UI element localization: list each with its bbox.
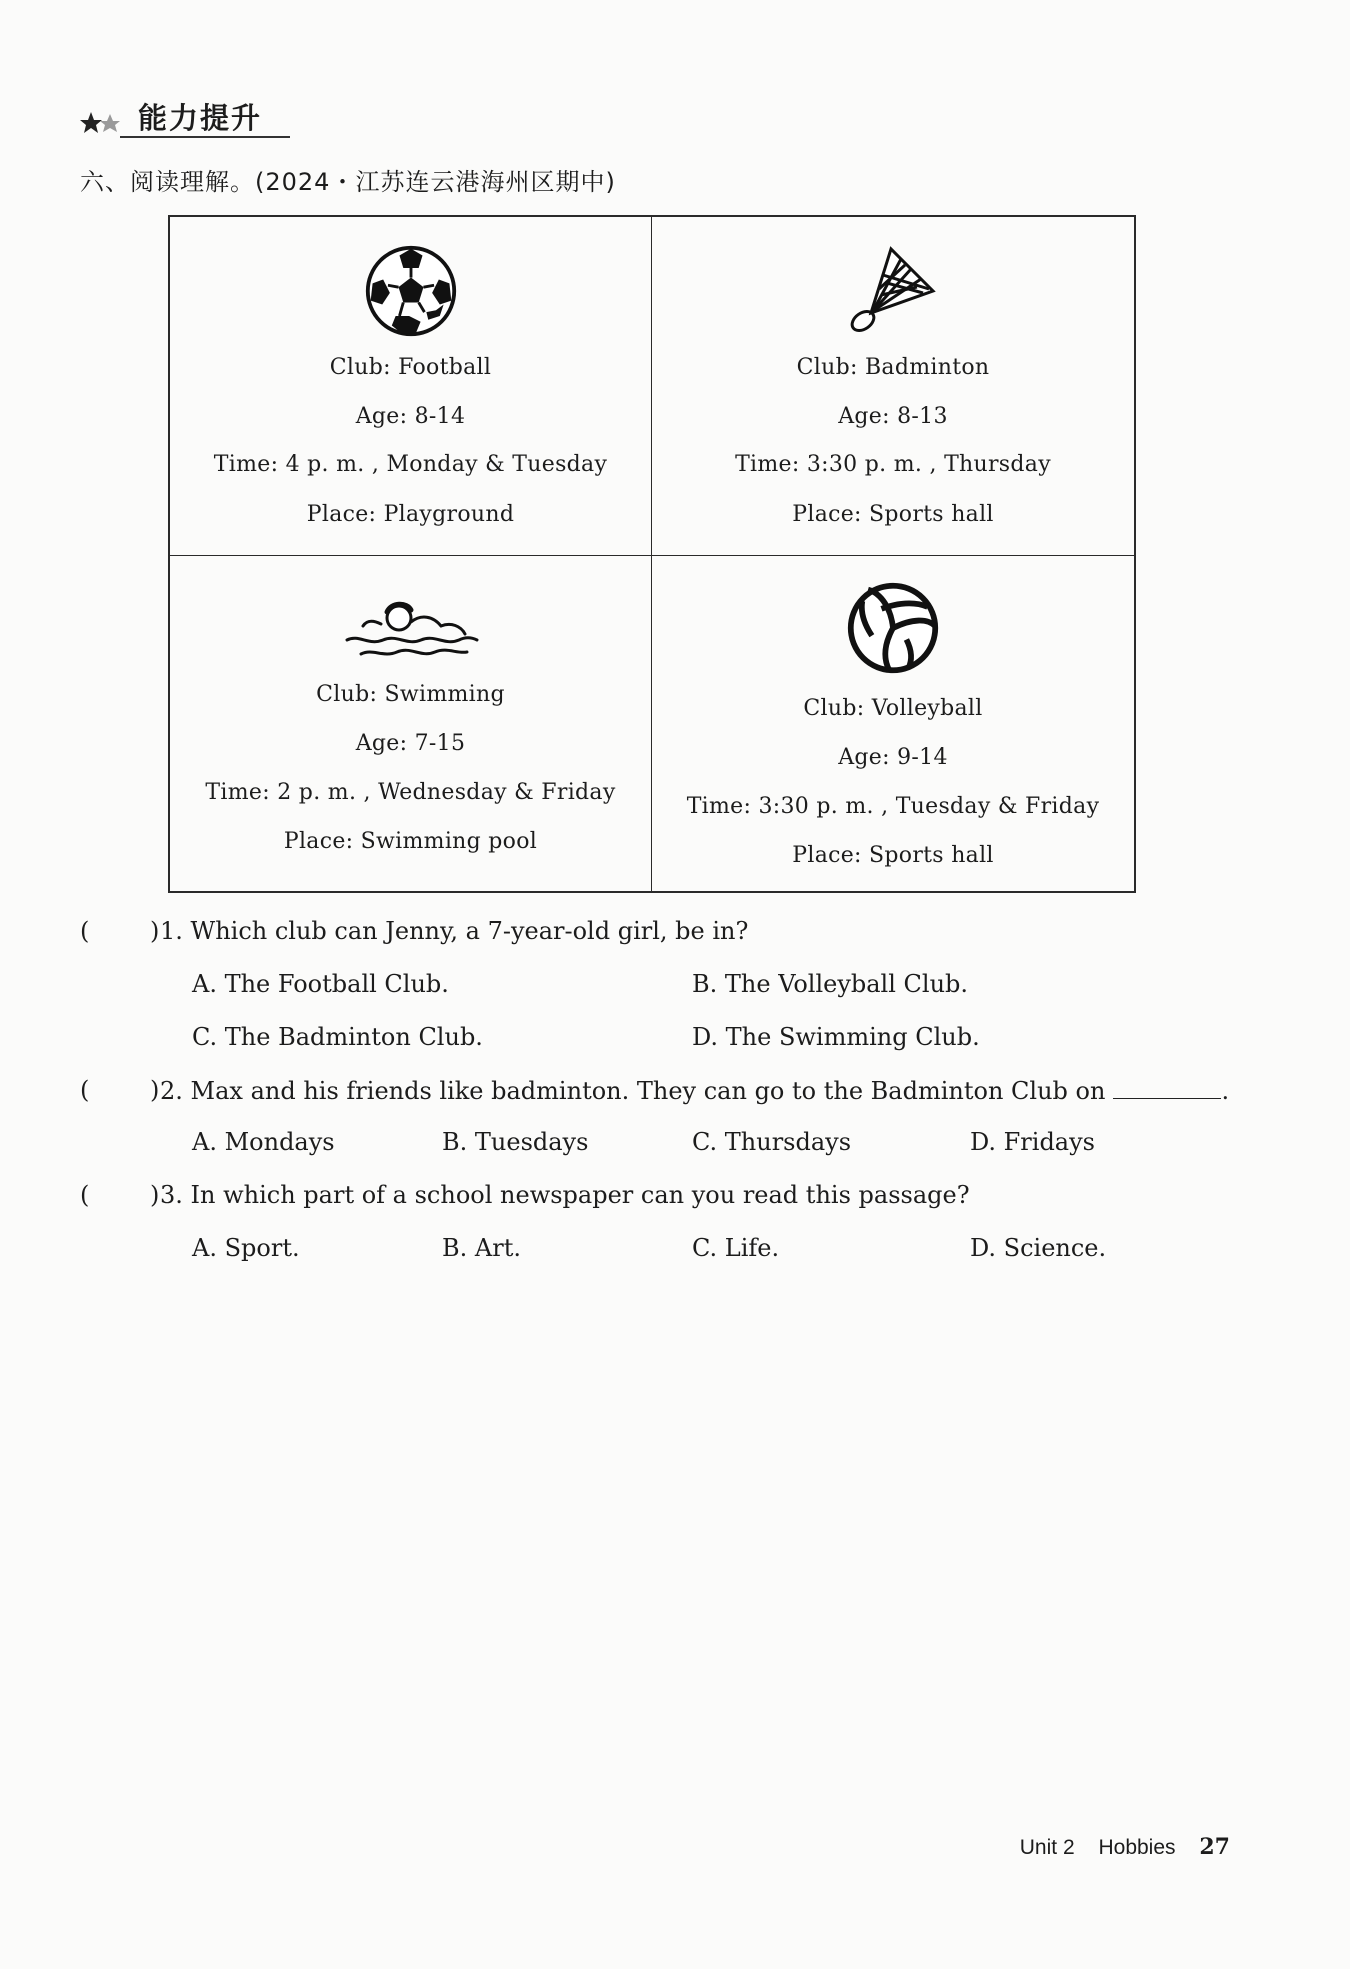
option-d: D. Fridays (970, 1128, 1095, 1156)
answer-paren-right: ) (150, 1181, 160, 1209)
club-place: Place: Sports hall (792, 502, 994, 527)
club-cell-swimming (170, 556, 652, 893)
volleyball-icon (845, 580, 941, 676)
section-title: 能力提升 (138, 101, 263, 135)
club-place: Place: Playground (306, 502, 515, 527)
option-c: C. Thursdays (692, 1128, 852, 1156)
club-cell-volleyball (652, 556, 1134, 893)
shuttlecock-icon (843, 243, 943, 339)
club-age: Age: 8-13 (838, 404, 948, 429)
club-cell-football (170, 217, 652, 556)
club-name: Club: Football (329, 355, 492, 380)
footer-unit: Unit 2 (1019, 1836, 1075, 1859)
answer-paren-left: ( (80, 1181, 90, 1209)
question-text: 3. In which part of a school newspaper can you read this passage? (160, 1181, 970, 1209)
option-c: C. The Badminton Club. (192, 1023, 483, 1051)
club-time: Time: 2 p. m. , Wednesday & Friday (205, 780, 616, 805)
club-time: Time: 3:30 p. m. , Thursday (735, 452, 1051, 477)
question-text (160, 1076, 1229, 1105)
club-name: Club: Swimming (316, 682, 505, 707)
option-c: C. Life. (692, 1234, 780, 1262)
option-a: A. The Football Club. (192, 970, 449, 998)
exercise-instruction: 六、阅读理解。(2024・江苏连云港海州区期中) (80, 168, 616, 196)
club-cell-badminton (652, 217, 1134, 556)
answer-paren-right: ) (150, 917, 160, 945)
stars-icon (80, 110, 130, 136)
option-a: A. Sport. (192, 1234, 300, 1262)
footer-topic: Hobbies (1098, 1836, 1176, 1859)
section-header (80, 96, 290, 140)
option-b: B. Tuesdays (442, 1128, 589, 1156)
answer-blank (1113, 1076, 1221, 1099)
club-age: Age: 9-14 (838, 745, 948, 770)
club-name: Club: Volleyball (803, 696, 983, 721)
question-body: 2. Max and his friends like badminton. They can go to the Badminton Club on (160, 1077, 1106, 1105)
option-d: D. The Swimming Club. (692, 1023, 980, 1051)
section-rule (120, 136, 290, 138)
answer-paren-left: ( (80, 917, 90, 945)
option-d: D. Science. (970, 1234, 1107, 1262)
option-a: A. Mondays (192, 1128, 335, 1156)
club-table (168, 215, 1136, 893)
question-text: 1. Which club can Jenny, a 7-year-old girl, be in? (160, 917, 749, 945)
club-age: Age: 7-15 (355, 731, 466, 756)
swimmer-icon (341, 596, 481, 666)
club-time: Time: 3:30 p. m. , Tuesday & Friday (686, 794, 1100, 819)
answer-paren-left: ( (80, 1076, 90, 1104)
club-age: Age: 8-14 (355, 404, 466, 429)
club-place: Place: Sports hall (792, 843, 994, 868)
page-footer (1002, 1834, 1230, 1860)
answer-paren-right: ) (150, 1076, 160, 1104)
option-b: B. Art. (442, 1234, 521, 1262)
club-name: Club: Badminton (796, 355, 990, 380)
page-number: 27 (1199, 1834, 1230, 1860)
football-icon (363, 243, 459, 339)
option-b: B. The Volleyball Club. (692, 970, 969, 998)
club-place: Place: Swimming pool (283, 829, 538, 854)
club-time: Time: 4 p. m. , Monday & Tuesday (213, 452, 608, 477)
question-end: . (1221, 1077, 1230, 1105)
